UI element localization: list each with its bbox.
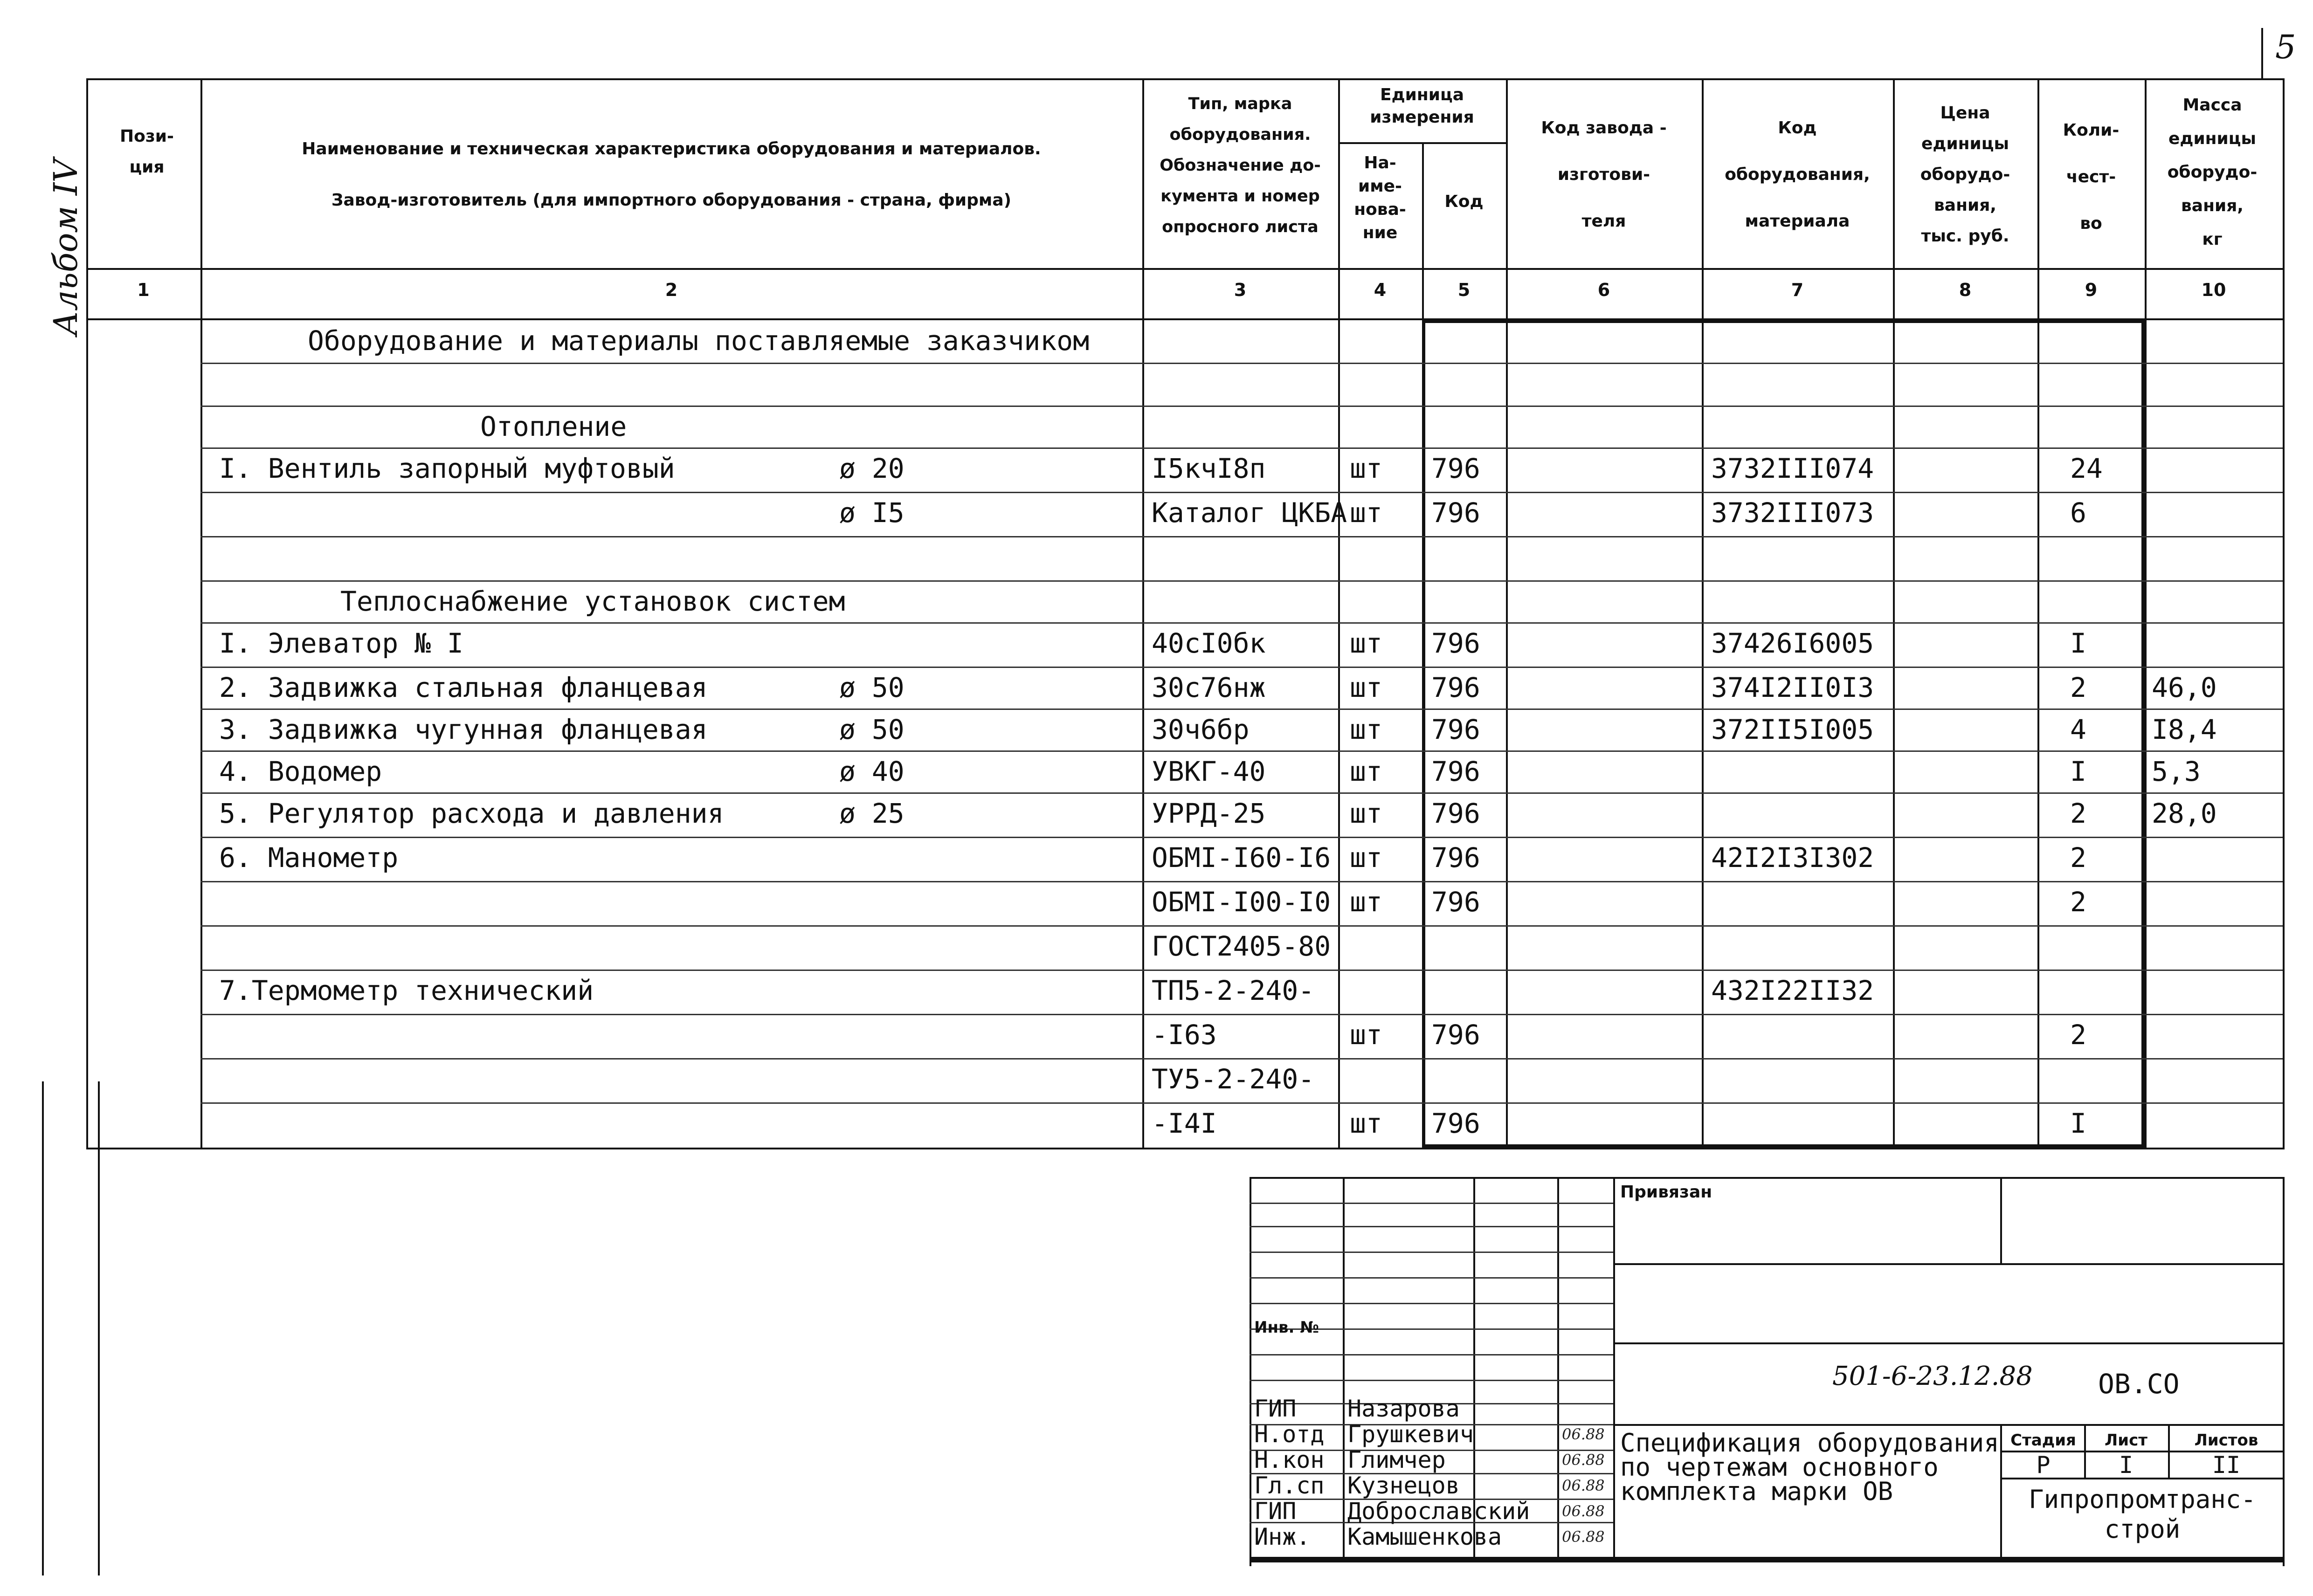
row-mass: 28,0 [2152,798,2217,829]
staff-role: Н.отд [1254,1421,1325,1448]
staff-name: Кузнецов [1347,1472,1460,1499]
row-unit-name: шт [1350,1019,1382,1051]
row-quantity: 2 [2070,1019,2086,1051]
row-type: 30ч6бр [1152,714,1250,745]
header-unit: Единица измерения [1370,85,1474,127]
row-unit-code: 796 [1431,672,1480,703]
row-material-code: 42I2I3I302 [1711,842,1874,874]
row-diameter: ø 40 [839,756,904,787]
table-right-border [2283,78,2285,1148]
header-mass: Масса единицы оборудо- вания, кг [2167,96,2258,249]
row-divider [200,447,2283,449]
col-divider-3 [1338,78,1340,1148]
row-divider [200,580,2283,582]
header-unit-code: Код [1444,192,1484,211]
row-type: -I63 [1152,1019,1217,1051]
row-quantity: 2 [2070,886,2086,918]
row-name: 6. Манометр [219,842,399,874]
row-diameter: ø I5 [839,497,904,529]
tb-grid-line [1250,1303,1613,1304]
tb-grid-line [1250,1277,1613,1279]
table-bottom-border [86,1148,2285,1149]
tb-right-border [2283,1177,2285,1566]
column-number: 1 [137,280,150,300]
column-number: 9 [2085,280,2098,300]
row-quantity: I [2070,1108,2086,1139]
row-divider [200,536,2283,537]
tb-grid-line [1250,1380,1613,1381]
row-diameter: ø 50 [839,714,904,745]
col-divider-9 [2145,78,2147,1148]
row-quantity: I [2070,627,2086,659]
row-name: Теплоснабжение установок систем [340,585,845,617]
stage-value: Р [2036,1452,2051,1479]
row-mass: I8,4 [2152,714,2217,745]
staff-role: ГИП [1254,1498,1297,1525]
row-unit-name: шт [1350,756,1382,787]
binding-strip-line [98,1081,100,1575]
staff-name: Доброславский [1347,1498,1530,1525]
header-factory-code: Код завода - изготови- теля [1541,118,1667,231]
row-unit-code: 796 [1431,453,1480,484]
row-quantity: 2 [2070,672,2086,703]
row-name: 4. Водомер [219,756,382,787]
row-name: I. Элеватор № I [219,627,463,659]
header-bottom-border [86,268,2285,270]
row-name: 5. Регулятор расхода и давления [219,798,724,829]
row-unit-code: 796 [1431,886,1480,918]
row-unit-name: шт [1350,842,1382,874]
row-divider [200,1058,2283,1059]
column-number: 5 [1457,280,1471,300]
row-unit-name: шт [1350,497,1382,529]
row-diameter: ø 20 [839,453,904,484]
row-name: Оборудование и материалы поставляемые заказчиком [308,325,1090,357]
row-divider [200,1102,2283,1104]
row-type: 30с76нж [1152,672,1266,703]
row-unit-code: 796 [1431,842,1480,874]
header-position: Пози- ция [120,127,174,177]
privyazan-label: Привязан [1620,1183,1712,1202]
row-divider [200,750,2283,752]
tb-grid-line [2000,1177,2002,1263]
column-number: 7 [1791,280,1804,300]
tb-grid-line [1613,1177,1615,1557]
row-name: 3. Задвижка чугунная фланцевая [219,714,708,745]
tb-grid-line [1250,1252,1613,1253]
row-unit-name: шт [1350,1108,1382,1139]
staff-role: ГИП [1254,1395,1297,1422]
row-type: ОБМI-I00-I0 [1152,886,1331,918]
header-material-code: Код оборудования, материала [1725,118,1870,231]
tb-grid-line [2084,1424,2086,1478]
row-quantity: 4 [2070,714,2086,745]
row-divider [200,667,2283,668]
row-divider [200,970,2283,971]
row-type: 40сI0бк [1152,627,1266,659]
row-type: ТП5-2-240- [1152,975,1315,1006]
staff-name: Грушкевич [1347,1421,1474,1448]
row-material-code: 37426I6005 [1711,627,1874,659]
row-quantity: 24 [2070,453,2103,484]
row-quantity: I [2070,756,2086,787]
row-unit-code: 796 [1431,1019,1480,1051]
staff-name: Назарова [1347,1395,1460,1422]
row-diameter: ø 50 [839,672,904,703]
staff-role: Инж. [1254,1523,1311,1550]
row-name: Отопление [480,411,627,442]
row-unit-name: шт [1350,672,1382,703]
column-number: 2 [665,280,678,300]
organization: Гипропромтранс- строй [2029,1485,2256,1544]
tb-top-border [1250,1177,2285,1179]
row-unit-name: шт [1350,886,1382,918]
row-quantity: 6 [2070,497,2086,529]
tb-grid-line [1613,1424,2285,1426]
column-number: 3 [1234,280,1247,300]
row-mass: 46,0 [2152,672,2217,703]
tb-grid-line [1613,1263,2285,1265]
row-type: ТУ5-2-240- [1152,1063,1315,1095]
header-unit-name: На- име- нова- ние [1354,153,1406,242]
header-qty: Коли- чест- во [2063,121,2120,233]
tb-grid-line [1250,1226,1613,1227]
row-type: I5кчI8п [1152,453,1266,484]
col-divider-1 [200,78,202,1148]
row-divider [200,792,2283,794]
row-unit-name: шт [1350,714,1382,745]
column-number: 4 [1374,280,1387,300]
row-unit-code: 796 [1431,756,1480,787]
row-material-code: 374I2II0I3 [1711,672,1874,703]
sheets-label: Листов [2194,1431,2258,1450]
sheets-value: II [2212,1452,2241,1479]
tb-grid-line [1250,1354,1613,1355]
row-material-code: 432I22II32 [1711,975,1874,1006]
staff-date: 06.88 [1562,1477,1605,1494]
staff-date: 06.88 [1562,1502,1605,1520]
row-unit-code: 796 [1431,1108,1480,1139]
row-divider [200,622,2283,624]
sheet-value: I [2119,1452,2133,1479]
staff-role: Гл.сп [1254,1472,1325,1499]
row-unit-code: 796 [1431,627,1480,659]
row-divider [200,709,2283,710]
row-type: УРРД-25 [1152,798,1266,829]
tb-bottom-border [1250,1557,2285,1562]
row-divider [200,492,2283,493]
table-left-border [86,78,88,1148]
row-type: Каталог ЦКБА [1152,497,1347,529]
row-divider [200,406,2283,407]
row-name: 2. Задвижка стальная фланцевая [219,672,708,703]
row-divider [200,881,2283,882]
row-diameter: ø 25 [839,798,904,829]
doc-number: 501-6-23.12.88 [1832,1361,2033,1391]
row-unit-name: шт [1350,798,1382,829]
row-material-code: 372II5I005 [1711,714,1874,745]
row-unit-code: 796 [1431,497,1480,529]
tb-left-border [1250,1177,1251,1566]
staff-date: 06.88 [1562,1451,1605,1469]
inv-no-label: Инв. № [1254,1318,1319,1337]
row-divider [200,925,2283,927]
page-corner-line [2261,28,2263,79]
staff-role: Н.кон [1254,1446,1325,1473]
row-divider [200,363,2283,364]
row-type: -I4I [1152,1108,1217,1139]
stage-label: Стадия [2010,1431,2076,1450]
row-divider [200,837,2283,838]
row-material-code: 3732III074 [1711,453,1874,484]
album-label: Альбом IV [47,158,85,336]
row-unit-code: 796 [1431,714,1480,745]
row-type: УВКГ-40 [1152,756,1266,787]
staff-name: Камышенкова [1347,1523,1502,1550]
tb-grid-line [1250,1203,1613,1204]
row-type: ОБМI-I60-I6 [1152,842,1331,874]
tb-grid-line [1613,1342,2285,1344]
row-unit-code: 796 [1431,798,1480,829]
doc-title: Спецификация оборудования по чертежам основного комплекта марки ОВ [1620,1428,1999,1506]
staff-date: 06.88 [1562,1425,1605,1443]
tb-grid-line [2168,1424,2170,1478]
tb-grid-line [2000,1424,2002,1557]
header-type: Тип, марка оборудования. Обозначение до- кумента и номер опросного листа [1160,95,1321,236]
row-type: ГОСТ2405-80 [1152,930,1331,962]
page-number: 5 [2275,28,2296,66]
staff-date: 06.88 [1562,1528,1605,1546]
row-unit-name: шт [1350,453,1382,484]
header-name: Наименование и техническая характеристика оборудования и материалов. Завод-изготовитель (для импортного оборудования - страна, фирма) [302,139,1041,210]
row-material-code: 3732III073 [1711,497,1874,529]
row-unit-name: шт [1350,627,1382,659]
table-top-border [86,78,2285,80]
header-price: Цена единицы оборудо- вания, тыс. руб. [1920,103,2010,246]
doc-code: ОВ.СО [2098,1368,2180,1400]
binding-strip-line [42,1081,44,1575]
row-name: I. Вентиль запорный муфтовый [219,453,675,484]
column-number: 10 [2201,280,2226,300]
staff-name: Глимчер [1347,1446,1446,1473]
col-divider-2 [1142,78,1144,1148]
column-number: 6 [1597,280,1610,300]
row-quantity: 2 [2070,842,2086,874]
column-number: 8 [1959,280,1972,300]
row-mass: 5,3 [2152,756,2201,787]
sheet-label: Лист [2105,1431,2147,1450]
row-divider [200,1014,2283,1015]
row-quantity: 2 [2070,798,2086,829]
row-name: 7.Термометр технический [219,975,594,1006]
